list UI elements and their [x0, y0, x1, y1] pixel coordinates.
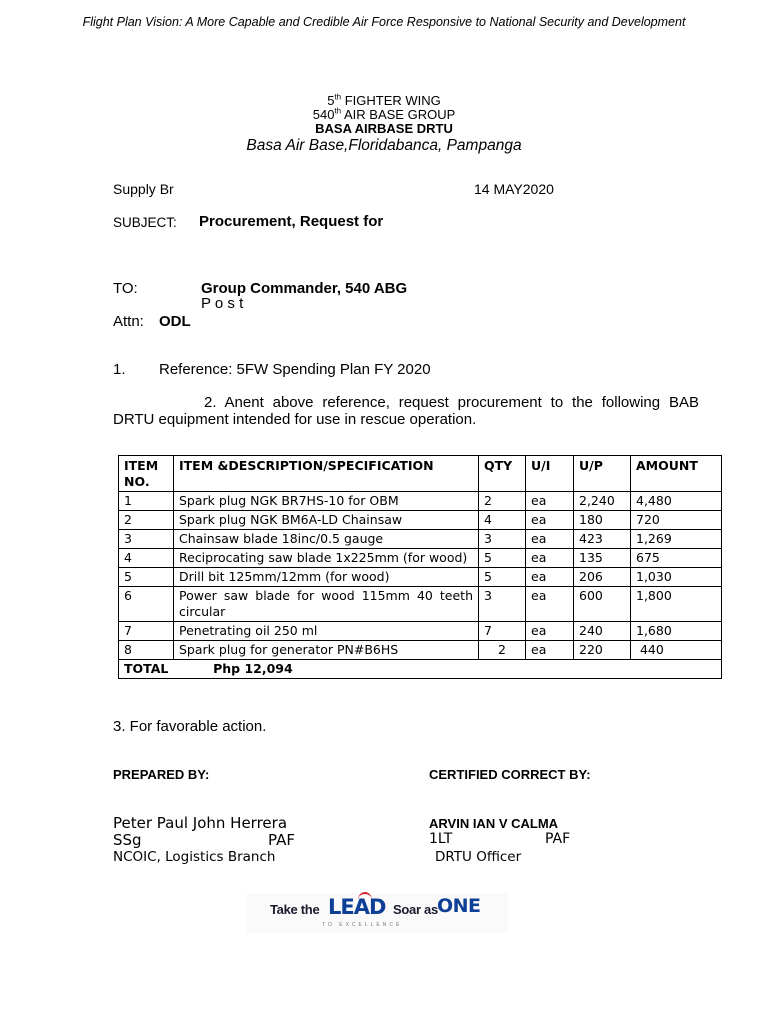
cell-up: 240 — [574, 622, 631, 641]
cell-item-no: 8 — [119, 641, 174, 660]
cell-qty: 5 — [479, 549, 526, 568]
office-name: BASA AIRBASE DRTU — [315, 121, 453, 136]
cell-up: 600 — [574, 587, 631, 622]
paragraph-3: 3. For favorable action. — [113, 718, 267, 735]
cell-qty: 2 — [479, 492, 526, 511]
cell-item-no: 6 — [119, 587, 174, 622]
cell-ui: ea — [526, 622, 574, 641]
cell-up: 206 — [574, 568, 631, 587]
cell-amount: 1,680 — [631, 622, 722, 641]
certifier-position: DRTU Officer — [435, 849, 522, 865]
cell-qty: 3 — [479, 587, 526, 622]
memo-date: 14 MAY2020 — [474, 181, 554, 197]
cell-amount: 720 — [631, 511, 722, 530]
to-post: P o s t — [201, 295, 244, 312]
attn-label: Attn: — [113, 313, 144, 330]
to-label: TO: — [113, 280, 138, 297]
header-up: U/P — [574, 456, 631, 492]
cell-ui: ea — [526, 587, 574, 622]
header-qty: QTY — [479, 456, 526, 492]
group-line: 540th AIR BASE GROUP — [312, 106, 456, 122]
header-amount: AMOUNT — [631, 456, 722, 492]
cell-description: Power saw blade for wood 115mm 40 teeth circular — [174, 587, 479, 622]
cell-amount: 675 — [631, 549, 722, 568]
cell-qty: 2 — [479, 641, 526, 660]
table-row — [119, 641, 722, 660]
subject-text: Procurement, Request for — [199, 213, 384, 230]
cell-up: 180 — [574, 511, 631, 530]
cell-description: Spark plug for generator PN#B6HS — [174, 641, 479, 660]
header-item-no: ITEM NO. — [119, 456, 174, 492]
cell-amount: 4,480 — [631, 492, 722, 511]
table-row — [119, 549, 722, 568]
cell-item-no: 5 — [119, 568, 174, 587]
attn-value: ODL — [159, 313, 191, 330]
header-banner: Flight Plan Vision: A More Capable and Credible Air Force Responsive to National Security and Development — [82, 15, 686, 29]
cell-item-no: 2 — [119, 511, 174, 530]
header-ui: U/I — [526, 456, 574, 492]
cell-qty: 4 — [479, 511, 526, 530]
preparer-name: Peter Paul John Herrera — [113, 814, 288, 832]
cell-up: 423 — [574, 530, 631, 549]
take-the-lead-logo: Take the LEAD Soar as ONE TO EXCELLENCE — [246, 893, 508, 933]
certifier-service: PAF — [545, 831, 571, 847]
preparer-service: PAF — [268, 831, 295, 849]
cell-item-no: 3 — [119, 530, 174, 549]
wing-line: 5th FIGHTER WING — [327, 92, 441, 108]
items-table — [118, 455, 722, 679]
table-total-row — [119, 660, 722, 679]
cell-up: 2,240 — [574, 492, 631, 511]
cell-ui: ea — [526, 530, 574, 549]
cell-description: Drill bit 125mm/12mm (for wood) — [174, 568, 479, 587]
certifier-name: ARVIN IAN V CALMA — [429, 816, 559, 831]
table-row — [119, 587, 722, 622]
cell-description: Chainsaw blade 18inc/0.5 gauge — [174, 530, 479, 549]
table-row — [119, 492, 722, 511]
cell-qty: 5 — [479, 568, 526, 587]
paragraph-2: 2. Anent above reference, request procurement to the following BAB DRTU equipment intended for use in rescue operation. — [113, 394, 699, 428]
header-description: ITEM &DESCRIPTION/SPECIFICATION — [174, 456, 479, 492]
unit-heading — [0, 94, 768, 156]
memo-from: Supply Br — [113, 181, 174, 197]
cell-amount: 440 — [631, 641, 722, 660]
cell-amount: 1,269 — [631, 530, 722, 549]
table-row — [119, 511, 722, 530]
cell-ui: ea — [526, 511, 574, 530]
office-location: Basa Air Base,Floridabanca, Pampanga — [246, 137, 522, 154]
cell-up: 135 — [574, 549, 631, 568]
table-row — [119, 530, 722, 549]
subject-label: SUBJECT: — [113, 215, 177, 230]
to-recipient: Group Commander, 540 ABG — [201, 280, 408, 297]
reference-text: Reference: 5FW Spending Plan FY 2020 — [159, 361, 431, 378]
cell-ui: ea — [526, 568, 574, 587]
total-label: TOTAL — [124, 661, 169, 676]
prepared-by-label: PREPARED BY: — [113, 767, 210, 782]
cell-description: Reciprocating saw blade 1x225mm (for wood) — [174, 549, 479, 568]
cell-description: Spark plug NGK BM6A-LD Chainsaw — [174, 511, 479, 530]
cell-item-no: 1 — [119, 492, 174, 511]
cell-amount: 1,800 — [631, 587, 722, 622]
cell-ui: ea — [526, 549, 574, 568]
cell-item-no: 4 — [119, 549, 174, 568]
table-row — [119, 568, 722, 587]
certifier-rank: 1LT — [429, 831, 453, 847]
cell-description: Spark plug NGK BR7HS-10 for OBM — [174, 492, 479, 511]
cell-description: Penetrating oil 250 ml — [174, 622, 479, 641]
cell-ui: ea — [526, 492, 574, 511]
cell-up: 220 — [574, 641, 631, 660]
cell-ui: ea — [526, 641, 574, 660]
table-row — [119, 622, 722, 641]
preparer-rank: SSg — [113, 831, 142, 849]
cell-amount: 1,030 — [631, 568, 722, 587]
reference-number: 1. — [113, 361, 126, 378]
table-header-row — [119, 456, 722, 492]
cell-qty: 7 — [479, 622, 526, 641]
preparer-position: NCOIC, Logistics Branch — [113, 849, 276, 865]
total-cell — [119, 660, 722, 679]
total-value: Php 12,094 — [213, 661, 293, 676]
cell-item-no: 7 — [119, 622, 174, 641]
cell-qty: 3 — [479, 530, 526, 549]
certified-by-label: CERTIFIED CORRECT BY: — [429, 767, 591, 782]
